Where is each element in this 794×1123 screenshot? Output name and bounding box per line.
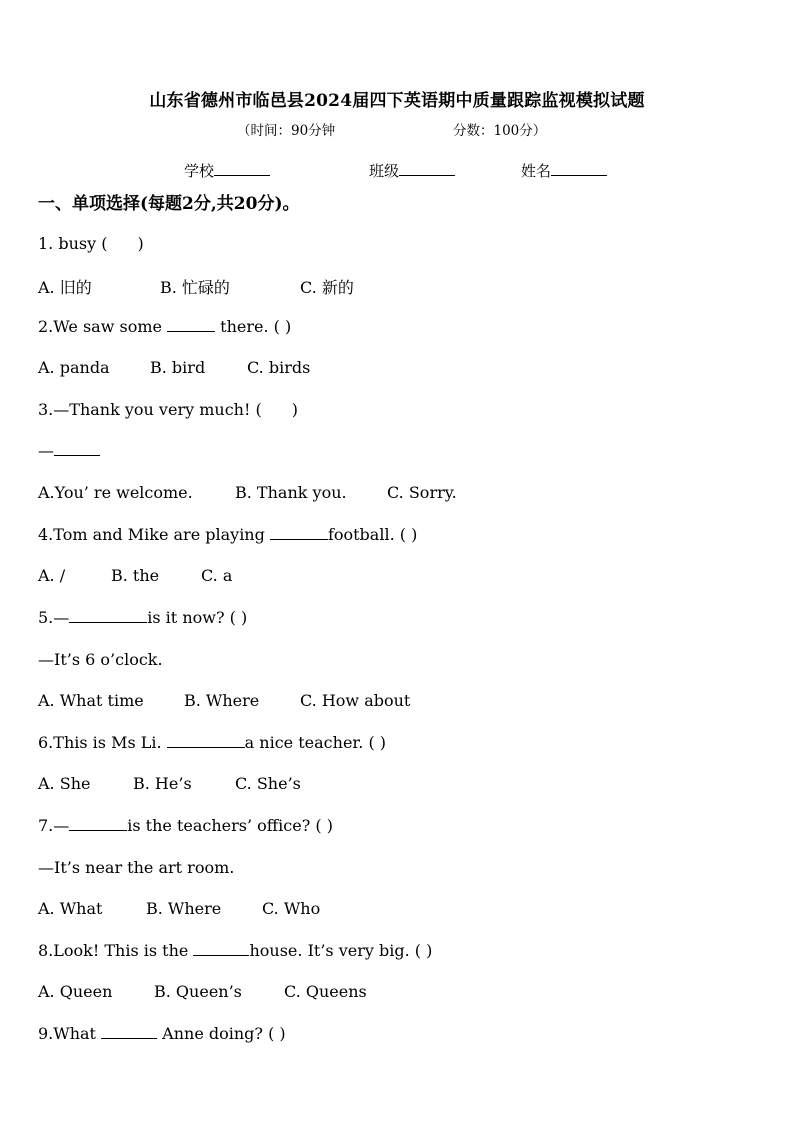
q7-option-b: B. Where	[146, 899, 222, 918]
q6-option-b: B. He’s	[133, 774, 192, 793]
q4-blank	[270, 525, 328, 540]
q3-reply: —	[38, 441, 100, 460]
name-field: 姓名	[521, 160, 607, 181]
q1-option-b: B. 忙碌的	[160, 278, 230, 297]
q3-option-c: C. Sorry.	[387, 483, 457, 502]
class-blank	[399, 161, 455, 176]
q5-blank	[69, 608, 147, 623]
q2-option-a: A. panda	[38, 358, 110, 377]
time-info: （时间：90分钟	[237, 123, 336, 139]
question-7: 7.— is the teachers’ office? ( )	[38, 816, 333, 835]
q6-option-c: C. She’s	[235, 774, 301, 793]
q5-option-c: C. How about	[300, 691, 411, 710]
question-8: 8.Look! This is the house. It’s very big. ( )	[38, 941, 433, 960]
q8-option-b: B. Queen’s	[154, 982, 242, 1001]
q5-option-a: A. What time	[38, 691, 144, 710]
q6-option-a: A. She	[38, 774, 91, 793]
q4-option-c: C. a	[201, 566, 233, 585]
school-blank	[214, 161, 270, 176]
question-9: 9.What Anne doing? ( )	[38, 1024, 286, 1043]
q5-reply: —It’s 6 o’clock.	[38, 650, 163, 669]
q5-option-b: B. Where	[184, 691, 260, 710]
q1-option-a: A. 旧的	[38, 278, 92, 297]
exam-title: 山东省德州市临邑县2024届四下英语期中质量跟踪监视模拟试题	[149, 91, 645, 111]
q1-option-c: C. 新的	[300, 278, 354, 297]
q3-option-a: A.You’ re welcome.	[38, 483, 193, 502]
exam-subtitle	[237, 119, 547, 139]
q9-blank	[101, 1024, 157, 1039]
q4-option-b: B. the	[111, 566, 160, 585]
q7-option-a: A. What	[38, 899, 103, 918]
name-blank	[551, 161, 607, 176]
section-title: 一、单项选择(每题2分,共20分)。	[38, 194, 300, 214]
q4-option-a: A. /	[38, 566, 66, 585]
q8-option-a: A. Queen	[38, 982, 113, 1001]
q2-option-b: B. bird	[150, 358, 206, 377]
question-6: 6.This is Ms Li. a nice teacher. ( )	[38, 733, 387, 752]
q6-blank	[167, 733, 245, 748]
q2-option-c: C. birds	[247, 358, 311, 377]
question-5: 5.— is it now? ( )	[38, 608, 248, 627]
question-2: 2.We saw some there. ( )	[38, 317, 292, 336]
school-field: 学校	[184, 160, 270, 181]
q3-option-b: B. Thank you.	[235, 483, 347, 502]
question-4: 4.Tom and Mike are playing football. ( )	[38, 525, 418, 544]
class-field: 班级	[369, 160, 455, 181]
q7-blank	[69, 816, 127, 831]
q7-reply: —It’s near the art room.	[38, 858, 235, 877]
score-info: 分数：100分）	[453, 123, 547, 139]
q8-blank	[193, 941, 249, 956]
q7-option-c: C. Who	[262, 899, 321, 918]
question-3: 3.—Thank you very much! ( )	[38, 400, 298, 419]
question-1: 1. busy ( )	[38, 234, 144, 253]
q3-blank	[54, 441, 100, 456]
q8-option-c: C. Queens	[284, 982, 367, 1001]
q2-blank	[167, 317, 215, 332]
